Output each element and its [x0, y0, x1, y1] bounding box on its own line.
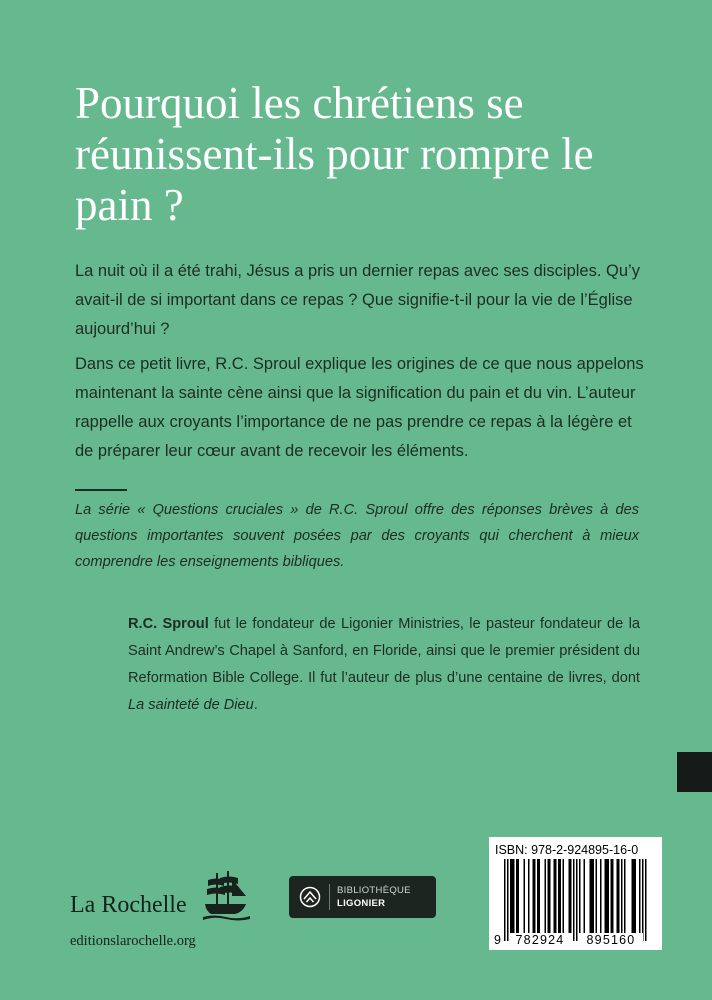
barcode-digits-right: 895160 — [579, 933, 643, 948]
barcode-bar — [632, 859, 634, 933]
ligonier-emblem-icon — [299, 886, 321, 908]
barcode-bar — [570, 859, 572, 933]
barcode-bar — [573, 859, 575, 941]
barcode-bar — [617, 859, 619, 933]
imprint-divider — [329, 884, 330, 910]
barcode-bar — [621, 859, 623, 933]
barcode-bar — [569, 859, 571, 933]
barcode-bar — [612, 859, 614, 933]
barcode-bar — [590, 859, 592, 933]
barcode-bar — [600, 859, 602, 933]
barcode-bar — [560, 859, 562, 933]
barcode-bar — [611, 859, 613, 933]
barcode-bar — [624, 859, 626, 933]
isbn-barcode — [489, 837, 662, 950]
barcode-bar — [606, 859, 608, 933]
publisher-logo — [70, 870, 260, 960]
barcode-bar — [591, 859, 593, 933]
section-divider — [75, 489, 127, 491]
barcode-bar — [618, 859, 620, 933]
publisher-name: La Rochelle — [70, 892, 187, 918]
barcode-bar — [555, 859, 557, 933]
barcode-bar — [518, 859, 520, 933]
barcode-bar — [516, 859, 518, 933]
barcode-bar — [549, 859, 551, 933]
barcode-bar — [545, 859, 547, 933]
barcode-bar — [584, 859, 586, 933]
barcode-bar — [608, 859, 610, 933]
barcode-bar — [513, 859, 515, 933]
author-bio — [128, 611, 640, 719]
barcode-bar — [554, 859, 556, 933]
barcode-bar — [507, 859, 509, 941]
author-bio-text: fut le fondateur de Ligonier Ministries, le pasteur fondateur de la Saint Andrew’s Chapel à Sanford, en Floride, ainsi que le premier président du Reformation Bible College. Il fut l’auteur de plus d’une centaine de livres, dont — [128, 616, 640, 686]
barcode-bar — [593, 859, 595, 933]
barcode-bar — [642, 859, 644, 941]
barcode-bar — [528, 859, 530, 933]
barcode-bar — [534, 859, 536, 933]
imprint-line-2: LIGONIER — [337, 898, 386, 909]
ship-icon — [202, 870, 252, 922]
barcode-bar — [639, 859, 641, 933]
isbn-label: ISBN: 978-2-924895-16-0 — [495, 843, 639, 857]
barcode-bar — [548, 859, 550, 933]
barcode-bar — [510, 859, 512, 933]
edge-marker — [677, 752, 712, 792]
description-paragraph-1: La nuit où il a été trahi, Jésus a pris un dernier repas avec ses disciples. Qu’y avait-il de si important dans ce repas ? Que signifie-t-il pour la vie de l’Église aujourd’hui ? — [75, 262, 640, 338]
author-book-title: La sainteté de Dieu — [128, 697, 254, 713]
barcode-bar — [533, 859, 535, 933]
barcode-bar — [596, 859, 598, 933]
barcode-bar — [645, 859, 647, 941]
barcode-bar — [576, 859, 578, 941]
imprint-badge — [289, 876, 436, 918]
barcode-bar — [558, 859, 560, 933]
headline: Pourquoi les chrétiens se réunissent-ils pour rompre le pain ? — [75, 78, 594, 230]
barcode-bar — [635, 859, 637, 933]
barcode-bar — [579, 859, 581, 933]
barcode-bar — [537, 859, 539, 933]
author-name: R.C. Sproul — [128, 616, 209, 632]
publisher-url: editionslarochelle.org — [70, 933, 196, 949]
barcode-bar — [563, 859, 565, 933]
barcode-lead-digit: 9 — [494, 933, 501, 947]
barcode-bar — [605, 859, 607, 933]
barcode-bar — [633, 859, 635, 933]
series-note: La série « Questions cruciales » de R.C. Sproul offre des réponses brèves à des questions importantes souvent posées par des croyants qui cherchent à mieux comprendre les enseignements bibliques. — [75, 502, 639, 570]
description-paragraph-2: Dans ce petit livre, R.C. Sproul explique les origines de ce que nous appelons maintenant la sainte cène ainsi que la signification du pain et du vin. L’auteur rappelle aux croyants l’importance de ne pas prendre ce repas à la légère et de préparer leur cœur avant de recevoir les éléments. — [75, 355, 644, 460]
author-bio-end: . — [253, 697, 258, 713]
imprint-line-1: BIBLIOTHÈQUE — [337, 885, 411, 896]
barcode-bar — [512, 859, 514, 933]
barcode-bar — [504, 859, 506, 941]
barcode-bar — [539, 859, 541, 933]
barcode-bar — [524, 859, 526, 933]
barcode-digits-left: 782924 — [509, 933, 571, 948]
